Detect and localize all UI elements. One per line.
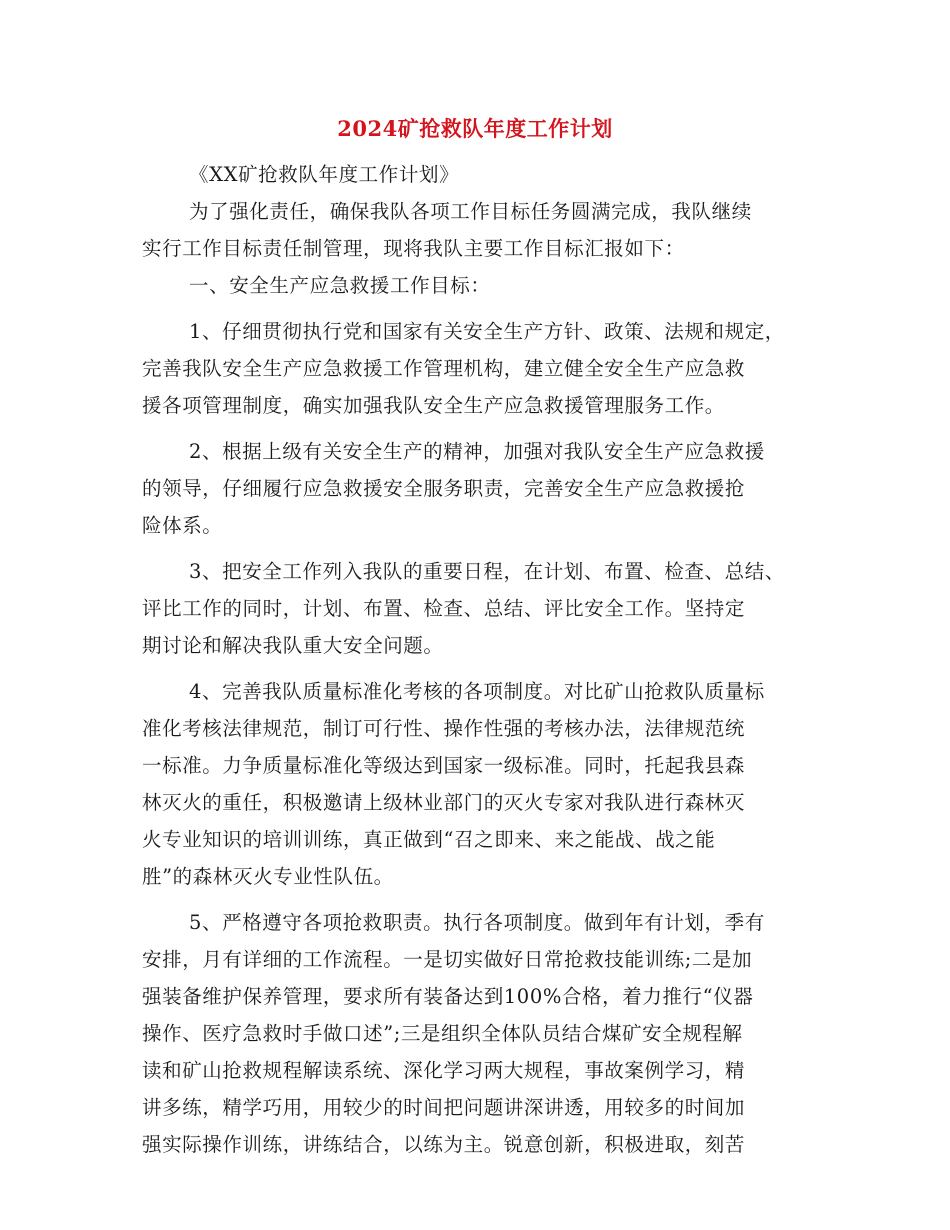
- paragraph-line: 为了强化责任，确保我队各项工作目标任务圆满完成，我队继续: [189, 200, 752, 223]
- section-heading: 一、安全生产应急救援工作目标：: [189, 274, 491, 297]
- paragraph-line: 火专业知识的培训训练，真正做到“召之即来、来之能战、战之能: [142, 828, 716, 851]
- paragraph-line: 2、根据上级有关安全生产的精神，加强对我队安全生产应急救援: [189, 440, 765, 463]
- paragraph-line: 1、仔细贯彻执行党和国家有关安全生产方针、政策、法规和规定，: [189, 320, 785, 343]
- paragraph-line: 讲多练，精学巧用，用较少的时间把问题讲深讲透，用较多的时间加: [142, 1096, 746, 1119]
- document-body: [142, 156, 842, 1163]
- paragraph-line: 评比工作的同时，计划、布置、检查、总结、评比安全工作。坚持定: [142, 597, 746, 620]
- paragraph-line: 期讨论和解决我队重大安全问题。: [142, 634, 444, 657]
- paragraph-line: 5、严格遵守各项抢救职责。执行各项制度。做到年有计划，季有: [189, 911, 765, 934]
- paragraph-line: 4、完善我队质量标准化考核的各项制度。对比矿山抢救队质量标: [189, 680, 765, 703]
- paragraph-line: 林灭火的重任，积极邀请上级林业部门的灭火专家对我队进行森林灭: [142, 791, 746, 814]
- paragraph-line: 3、把安全工作列入我队的重要日程，在计划、布置、检查、总结、: [189, 560, 785, 583]
- paragraph-line: 险体系。: [142, 514, 223, 537]
- paragraph-line: 准化考核法律规范，制订可行性、操作性强的考核办法，法律规范统: [142, 717, 746, 740]
- paragraph-line: 读和矿山抢救规程解读系统、深化学习两大规程，事故案例学习，精: [142, 1059, 746, 1082]
- paragraph-line: 一标准。力争质量标准化等级达到国家一级标准。同时，托起我县森: [142, 754, 746, 777]
- paragraph-line: 操作、医疗急救时手做口述”;三是组织全体队员结合煤矿安全规程解: [142, 1022, 743, 1045]
- doc-subtitle-line: 《XX矿抢救队年度工作计划》: [189, 163, 460, 186]
- paragraph-line: 援各项管理制度，确实加强我队安全生产应急救援管理服务工作。: [142, 394, 725, 417]
- paragraph-line: 完善我队安全生产应急救援工作管理机构，建立健全安全生产应急救: [142, 357, 746, 380]
- document-title: 2024矿抢救队年度工作计划: [337, 116, 613, 141]
- paragraph-line: 安排，月有详细的工作流程。一是切实做好日常抢救技能训练;二是加: [142, 948, 753, 971]
- paragraph-line: 胜”的森林灭火专业性队伍。: [142, 865, 394, 888]
- paragraph-line: 强装备维护保养管理，要求所有装备达到100%合格，着力推行“仪器: [142, 985, 754, 1008]
- paragraph-line: 强实际操作训练，讲练结合，以练为主。锐意创新，积极进取，刻苦: [142, 1133, 746, 1156]
- paragraph-line: 实行工作目标责任制管理，现将我队主要工作目标汇报如下：: [142, 237, 685, 260]
- paragraph-line: 的领导，仔细履行应急救援安全服务职责，完善安全生产应急救援抢: [142, 477, 746, 500]
